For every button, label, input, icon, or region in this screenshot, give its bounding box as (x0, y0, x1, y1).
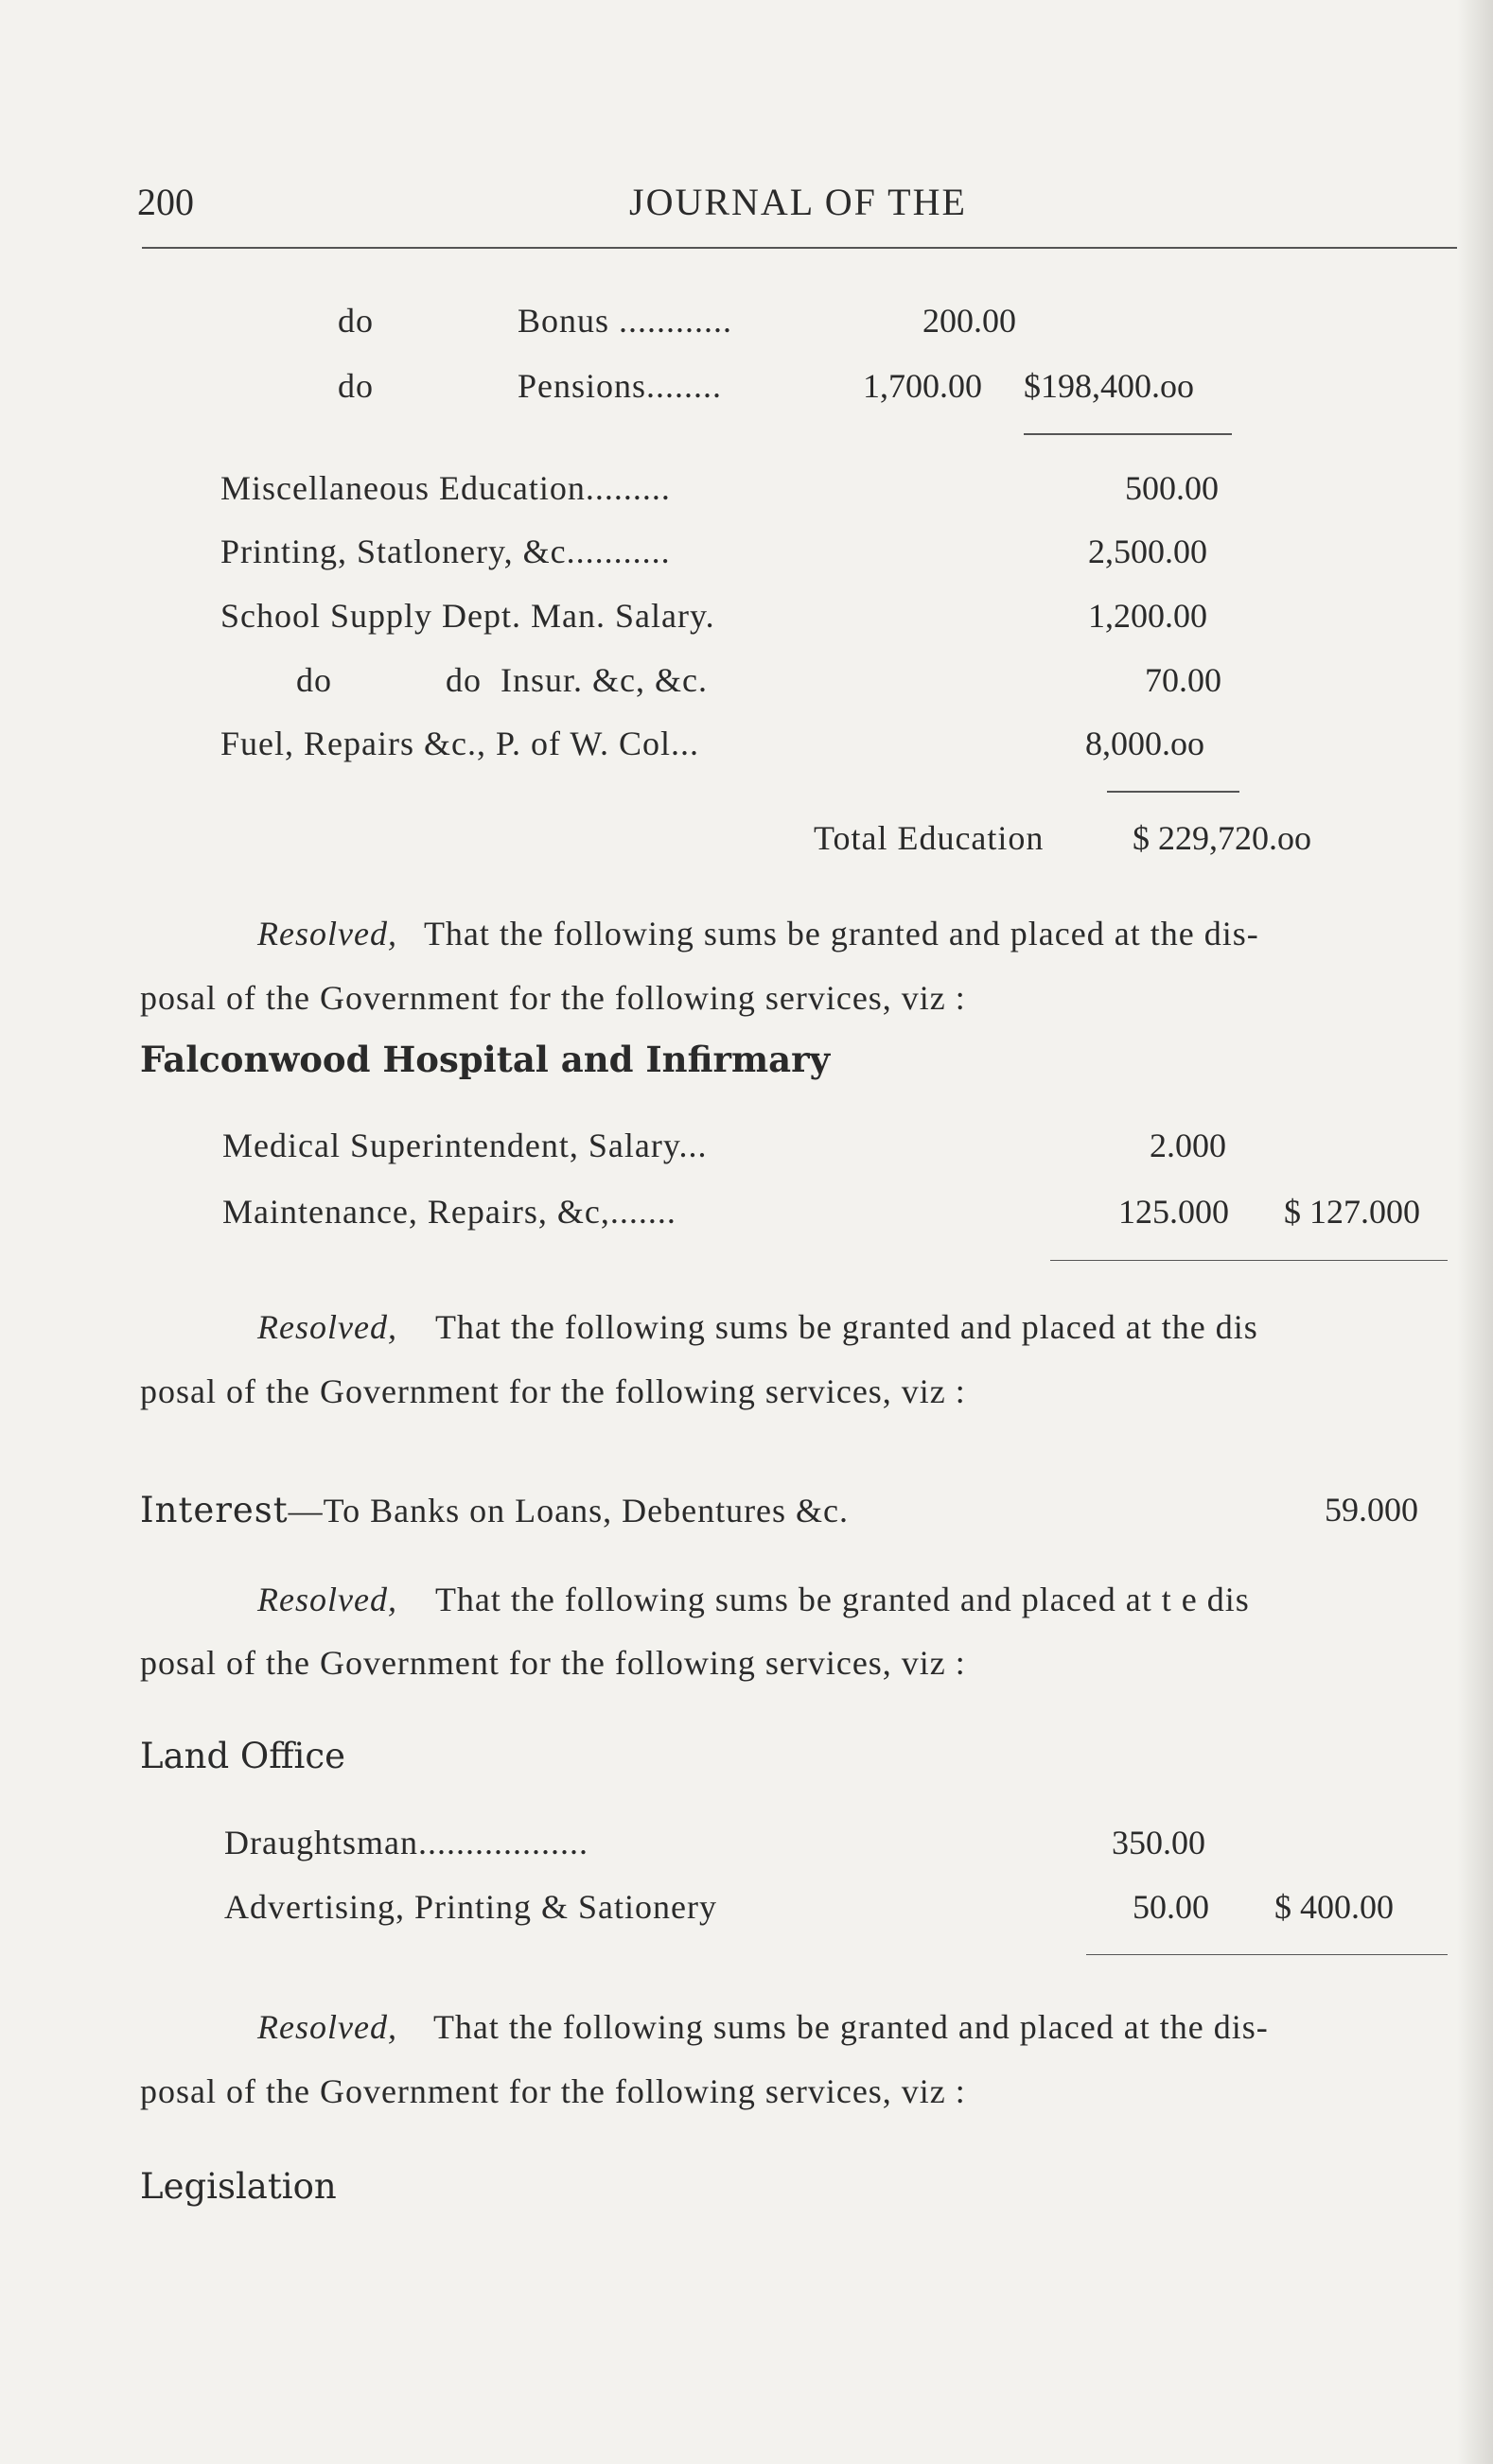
hospital-total-rule (1050, 1260, 1448, 1261)
hospital-row-1-label: Medical Superintendent, Salary... (222, 1127, 708, 1164)
interest-text: —To Banks on Loans, Debentures &c. (288, 1492, 850, 1529)
edu-top-row-2-col1: do (338, 367, 374, 405)
resolved-4-text: That the following sums be granted and placed at the dis- (432, 2008, 1269, 2046)
resolved-3-line-2: posal of the Government for the following services, viz : (140, 1644, 966, 1682)
hospital-row-1-amount: 2.000 (1150, 1127, 1226, 1164)
edu-row-5-amount: 8,000.oo (1085, 725, 1204, 762)
resolved-2-word: Resolved, (257, 1308, 397, 1346)
hospital-row-2-amount: 125.000 (1118, 1193, 1229, 1231)
resolved-3-line-1 (257, 1580, 1250, 1619)
page-edge-shadow (1457, 0, 1493, 2464)
edu-row-2-label: Printing, Statlonery, &c........... (220, 533, 671, 570)
hospital-heading: Falconwood Hospital and Infirmary (140, 1039, 831, 1080)
edu-top-row-1-col2: Bonus ............ (518, 302, 733, 340)
edu-row-3-label: School Supply Dept. Man. Salary. (220, 597, 715, 635)
edu-row-4-label: do do Insur. &c, &c. (296, 661, 708, 699)
resolved-2-line-1 (257, 1307, 1258, 1347)
edu-row-3-amount: 1,200.00 (1088, 597, 1207, 635)
edu-row-1-label: Miscellaneous Education......... (220, 469, 671, 507)
edu-top-row-2-amount: 1,700.00 (863, 367, 982, 405)
header-rule (142, 247, 1462, 249)
land-office-row-1-label: Draughtsman.................. (224, 1824, 588, 1861)
resolved-4-word: Resolved, (257, 2008, 397, 2046)
resolved-4-line-1 (257, 2007, 1269, 2047)
hospital-row-2-label: Maintenance, Repairs, &c,....... (222, 1193, 676, 1231)
total-education-label: Total Education (814, 819, 1045, 857)
resolved-1-line-2: posal of the Government for the following services, viz : (140, 979, 966, 1017)
edu-top-row-1-col1: do (338, 302, 374, 340)
edu-total-rule (1107, 791, 1239, 793)
land-office-total-rule (1086, 1954, 1448, 1955)
resolved-4-line-2: posal of the Government for the following services, viz : (140, 2072, 966, 2110)
page-number: 200 (137, 181, 194, 223)
interest-heading: Interest (140, 1490, 289, 1530)
land-office-row-1-amount: 350.00 (1112, 1824, 1205, 1861)
interest-amount: 59.000 (1325, 1491, 1418, 1529)
land-office-row-2-label: Advertising, Printing & Sationery (224, 1888, 717, 1926)
interest-line (140, 1490, 849, 1530)
legislation-heading: Legislation (140, 2166, 337, 2207)
edu-top-row-2-col2: Pensions........ (518, 367, 723, 405)
land-office-heading: Land Office (140, 1736, 345, 1776)
resolved-2-line-2: posal of the Government for the following services, viz : (140, 1372, 966, 1410)
hospital-row-2-total: $ 127.000 (1284, 1193, 1420, 1231)
edu-row-4-amount: 70.00 (1145, 661, 1221, 699)
resolved-1-word: Resolved, (257, 915, 397, 952)
page-title: JOURNAL OF THE (629, 181, 967, 223)
edu-row-5-label: Fuel, Repairs &c., P. of W. Col... (220, 725, 700, 762)
resolved-1-text: That the following sums be granted and placed at the dis- (423, 915, 1259, 952)
resolved-3-word: Resolved, (257, 1581, 397, 1618)
total-education-amount: $ 229,720.oo (1133, 819, 1311, 857)
land-office-row-2-total: $ 400.00 (1274, 1888, 1394, 1926)
edu-row-1-amount: 500.00 (1125, 469, 1219, 507)
edu-top-rule (1024, 433, 1232, 435)
resolved-1-line-1 (257, 914, 1259, 953)
resolved-2-text: That the following sums be granted and placed at the dis (434, 1308, 1258, 1346)
land-office-row-2-amount: 50.00 (1133, 1888, 1209, 1926)
edu-row-2-amount: 2,500.00 (1088, 533, 1207, 570)
resolved-3-text: That the following sums be granted and placed at t e dis (434, 1581, 1250, 1618)
edu-top-row-1-amount: 200.00 (922, 302, 1016, 340)
edu-top-row-2-total: $198,400.oo (1024, 367, 1194, 405)
